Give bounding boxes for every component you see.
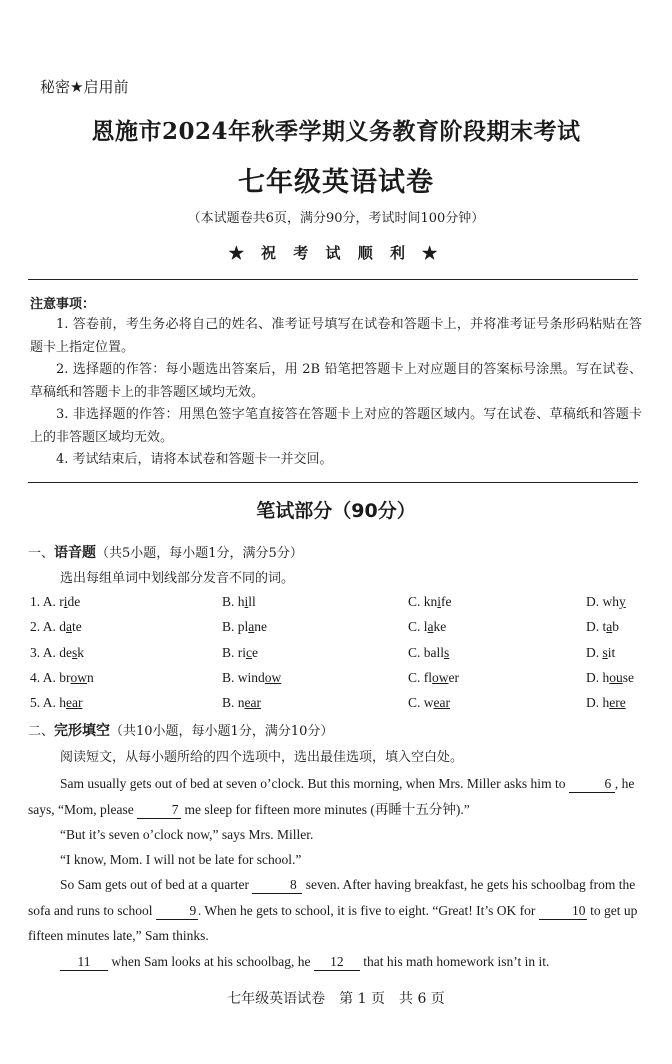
question-5-option-a — [30, 695, 83, 711]
question-3-option-d — [586, 645, 615, 661]
option-letter: C. — [408, 619, 421, 635]
option-underlined-part: i — [437, 594, 442, 609]
page-footer: 七年级英语试卷 第 1 页 共 6 页 — [227, 991, 445, 1007]
section1-num: 一、 — [28, 546, 55, 561]
question-number: 3. — [30, 644, 41, 660]
blank-6: 6 — [569, 776, 615, 793]
option-underlined-part: ow — [264, 669, 282, 685]
question-number: 1. — [30, 594, 41, 609]
secret-label: 秘密★启用前 — [40, 78, 129, 96]
option-word-prefix: wh — [602, 594, 619, 609]
option-word-prefix: r — [59, 594, 64, 609]
option-letter: A. — [42, 695, 56, 711]
option-word-prefix: kn — [423, 594, 438, 609]
option-underlined-part: c — [246, 644, 253, 660]
option-word-suffix: k — [77, 644, 85, 660]
option-word-suffix: ke — [433, 619, 447, 635]
question-3-option-b — [222, 645, 258, 661]
divider-bottom — [28, 482, 638, 483]
option-letter: A. — [42, 594, 56, 609]
passage-text: . When he gets to school, it is five to eight. “Great! It’s OK for — [197, 902, 536, 918]
option-letter: A. — [42, 644, 56, 660]
option-underlined-part: a — [248, 619, 255, 635]
option-underlined-part: a — [66, 619, 73, 635]
option-word-prefix: t — [602, 619, 607, 635]
option-underlined-part: a — [427, 619, 434, 635]
passage-text: , he says, “Mom, please — [28, 776, 635, 817]
option-word-suffix: se — [622, 669, 634, 685]
passage-text: me sleep for fifteen more minutes (再睡十五分钟).” — [184, 801, 470, 817]
passage-paragraph-4 — [28, 872, 642, 949]
blank-11: 11 — [60, 954, 108, 971]
question-4-option-a — [30, 670, 94, 686]
section1-instruction: 选出每组单词中划线部分发音不同的词。 — [60, 571, 295, 586]
option-word-prefix: pl — [237, 619, 249, 635]
option-letter: C. — [408, 594, 421, 609]
question-5-option-b — [222, 695, 261, 711]
notice-item-2: 2. 选择题的作答：每小题选出答案后，用 2B 铅笔把答题卡上对应题目的答案标号涂黑。写在试卷、草稿纸和答题卡上的非答题区域均无效。 — [30, 362, 642, 400]
passage-text: that his math homework isn’t in it. — [363, 954, 550, 969]
option-letter: B. — [222, 644, 235, 660]
option-underlined-part: a — [606, 619, 613, 635]
option-word-suffix: er — [448, 669, 460, 685]
option-word-prefix: br — [59, 669, 71, 685]
option-word-suffix: fe — [441, 594, 452, 609]
question-5-option-c — [408, 695, 450, 711]
option-word-prefix: h — [59, 695, 67, 711]
option-word-prefix: fl — [423, 669, 433, 685]
option-letter: D. — [586, 594, 600, 609]
question-3-option-c — [408, 645, 449, 661]
divider-top — [28, 279, 638, 280]
option-letter: C. — [408, 644, 421, 660]
question-1-option-c — [408, 594, 452, 610]
option-underlined-part: i — [63, 594, 68, 609]
blank-9: 9 — [156, 903, 198, 920]
section2-info: （共10小题，每小题1分，满分10分） — [110, 724, 334, 739]
notice-title: 注意事项： — [30, 297, 96, 312]
question-1-option-d — [586, 594, 626, 610]
option-underlined-part: ow — [70, 669, 88, 685]
option-underlined-part: s — [444, 644, 450, 660]
question-1-option-b — [222, 594, 256, 610]
section1-title — [28, 542, 303, 562]
question-2-option-b — [222, 619, 267, 635]
option-letter: A. — [42, 619, 56, 635]
blank-8: 8 — [252, 877, 302, 894]
question-2-option-a — [30, 619, 82, 635]
question-number: 4. — [30, 669, 41, 685]
option-word-prefix: l — [423, 619, 428, 635]
option-word-suffix: de — [67, 594, 81, 609]
option-word-prefix: n — [237, 695, 245, 711]
section2-instruction: 阅读短文，从每小题所给的四个选项中，选出最佳选项，填入空白处。 — [60, 750, 464, 765]
option-letter: C. — [408, 669, 421, 685]
question-2-option-c — [408, 619, 446, 635]
passage-text: So Sam gets out of bed at a quarter — [60, 877, 249, 892]
option-letter: A. — [42, 669, 56, 685]
option-underlined-part: ear — [66, 695, 83, 711]
option-underlined-part: y — [619, 594, 626, 609]
option-word-suffix: it — [607, 644, 616, 660]
question-3-option-a — [30, 645, 84, 661]
question-1-option-a — [30, 594, 80, 610]
option-underlined-part: ear — [433, 695, 450, 711]
notice-item-3: 3. 非选择题的作答：用黑色签字笔直接答在答题卡上对应的答题区域内。写在试卷、草稿纸和答题卡上的非答题区域均无效。 — [30, 407, 642, 445]
notice-item-1: 1. 答卷前，考生务必将自己的姓名、准考证号填写在试卷和答题卡上，并将准考证号条形码粘贴在答题卡上指定位置。 — [30, 317, 642, 355]
option-word-prefix: h — [602, 669, 610, 685]
option-letter: B. — [222, 594, 235, 609]
question-5-option-d — [586, 695, 626, 711]
blank-12: 12 — [314, 954, 360, 971]
option-word-suffix: e — [252, 644, 259, 660]
option-word-prefix: ri — [237, 644, 247, 660]
passage-text: seven. After having breakfast, he gets his schoolbag from the sofa and runs to school — [28, 877, 636, 918]
question-number: 5. — [30, 695, 41, 711]
option-word-suffix: ne — [254, 619, 268, 635]
option-underlined-part: ou — [609, 669, 623, 685]
section2-name: 完形填空 — [54, 723, 111, 739]
part-title: 笔试部分（90分） — [256, 500, 416, 522]
passage-paragraph-5 — [28, 949, 642, 975]
option-word-suffix: ll — [248, 594, 256, 609]
option-letter: D. — [586, 644, 600, 660]
option-underlined-part: ow — [432, 669, 449, 685]
option-word-suffix: b — [612, 619, 620, 635]
option-letter: C. — [408, 695, 421, 711]
option-underlined-part: s — [72, 644, 78, 660]
option-underlined-part: ear — [244, 695, 261, 711]
option-underlined-part: ere — [609, 695, 626, 711]
option-word-suffix: te — [72, 619, 82, 635]
option-letter: D. — [586, 669, 600, 685]
passage-paragraph-2: “But it’s seven o’clock now,” says Mrs. Miller. — [60, 827, 314, 842]
question-4-option-c — [408, 670, 459, 686]
option-underlined-part: s — [602, 644, 608, 660]
blank-7: 7 — [137, 802, 181, 819]
question-4-option-d — [586, 670, 634, 686]
section2-title — [28, 720, 333, 740]
good-luck-banner: ★ 祝 考 试 顺 利 ★ — [228, 244, 444, 262]
option-word-prefix: d — [59, 619, 67, 635]
passage-paragraph-3: “I know, Mom. I will not be late for school.” — [60, 852, 302, 867]
option-letter: B. — [222, 695, 235, 711]
section1-name: 语音题 — [54, 545, 97, 561]
option-word-prefix: w — [423, 695, 434, 711]
passage-text: when Sam looks at his schoolbag, he — [111, 954, 311, 969]
passage-paragraph-1 — [28, 771, 642, 822]
option-word-prefix: h — [602, 695, 610, 711]
question-number: 2. — [30, 619, 41, 635]
passage-text: Sam usually gets out of bed at seven o’clock. But this morning, when Mrs. Miller asks him to — [60, 776, 566, 791]
paper-meta: （本试题卷共6页，满分90分，考试时间100分钟） — [187, 211, 485, 226]
option-word-prefix: wind — [237, 669, 265, 685]
option-letter: D. — [586, 695, 600, 711]
paper-subtitle: 七年级英语试卷 — [238, 167, 434, 198]
notice-item-4: 4. 考试结束后，请将本试卷和答题卡一并交回。 — [56, 452, 333, 467]
section1-info: （共5小题，每小题1分，满分5分） — [96, 546, 303, 561]
option-word-prefix: h — [237, 594, 245, 609]
option-letter: D. — [586, 619, 600, 635]
exam-title: 恩施市2024年秋季学期义务教育阶段期末考试 — [91, 118, 581, 145]
option-letter: B. — [222, 669, 235, 685]
option-word-prefix: ball — [423, 644, 445, 660]
blank-10: 10 — [539, 903, 587, 920]
passage-text: to get up fifteen minutes late,” Sam thinks. — [28, 902, 638, 943]
question-2-option-d — [586, 619, 619, 635]
option-letter: B. — [222, 619, 235, 635]
option-word-suffix: n — [87, 669, 94, 685]
option-underlined-part: i — [244, 594, 249, 609]
option-word-prefix: de — [59, 644, 73, 660]
section2-num: 二、 — [28, 724, 55, 739]
question-4-option-b — [222, 670, 281, 686]
